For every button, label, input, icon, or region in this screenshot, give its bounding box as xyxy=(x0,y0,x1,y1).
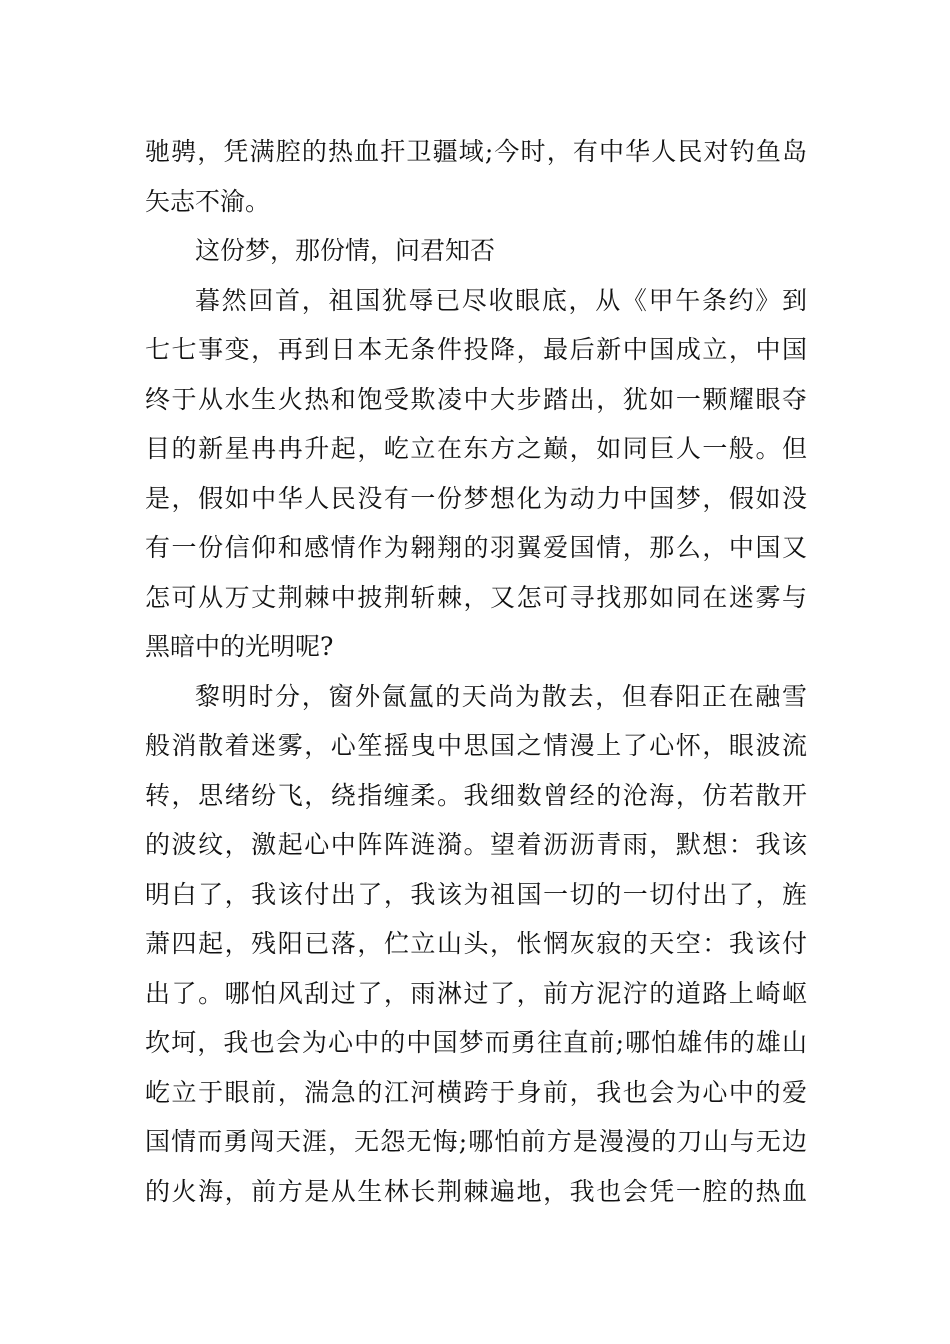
subheading-line: 这份梦，那份情，问君知否 xyxy=(195,236,496,265)
text-line: 萧四起，残阳已落，伫立山头，怅惘灰寂的天空：我该付 xyxy=(145,929,807,958)
text-line: 般消散着迷雾，心笙摇曳中思国之情漫上了心怀，眼波流 xyxy=(145,731,807,760)
text-line: 国情而勇闯天涯，无怨无悔;哪怕前方是漫漫的刀山与无边 xyxy=(145,1127,807,1156)
text-line: 的波纹，激起心中阵阵涟漪。望着沥沥青雨，默想：我该 xyxy=(145,830,807,859)
text-line: 七七事变，再到日本无条件投降，最后新中国成立，中国 xyxy=(145,335,807,364)
text-line: 怎可从万丈荆棘中披荆斩棘，又怎可寻找那如同在迷雾与 xyxy=(145,582,807,612)
text-line: 明白了，我该付出了，我该为祖国一切的一切付出了，旌 xyxy=(145,879,807,909)
text-line: 坎坷，我也会为心中的中国梦而勇往直前;哪怕雄伟的雄山 xyxy=(145,1028,807,1057)
text-line: 矢志不渝。 xyxy=(145,186,271,216)
text-line: 暮然回首，祖国犹辱已尽收眼底，从《甲午条约》到 xyxy=(195,285,807,315)
text-line: 的火海，前方是从生林长荆棘遍地，我也会凭一腔的热血 xyxy=(145,1176,807,1206)
text-line: 黑暗中的光明呢? xyxy=(145,632,334,661)
text-line: 黎明时分，窗外氤氲的天尚为散去，但春阳正在融雪 xyxy=(195,681,807,711)
text-line: 出了。哪怕风刮过了，雨淋过了，前方泥泞的道路上崎岖 xyxy=(145,978,807,1008)
essay-body xyxy=(145,127,807,1216)
text-line: 是，假如中华人民没有一份梦想化为动力中国梦，假如没 xyxy=(145,483,807,513)
text-line: 目的新星冉冉升起，屹立在东方之巅，如同巨人一般。但 xyxy=(145,434,807,463)
text-line: 屹立于眼前，湍急的江河横跨于身前，我也会为心中的爱 xyxy=(145,1077,807,1107)
text-line: 有一份信仰和感情作为翱翔的羽翼爱国情，那么，中国又 xyxy=(145,533,807,562)
text-line: 转，思绪纷飞，绕指缠柔。我细数曾经的沧海，仿若散开 xyxy=(145,780,807,810)
text-line: 终于从水生火热和饱受欺凌中大步踏出，犹如一颗耀眼夺 xyxy=(145,384,807,414)
text-line: 驰骋，凭满腔的热血扞卫疆域;今时，有中华人民对钓鱼岛 xyxy=(145,137,807,166)
